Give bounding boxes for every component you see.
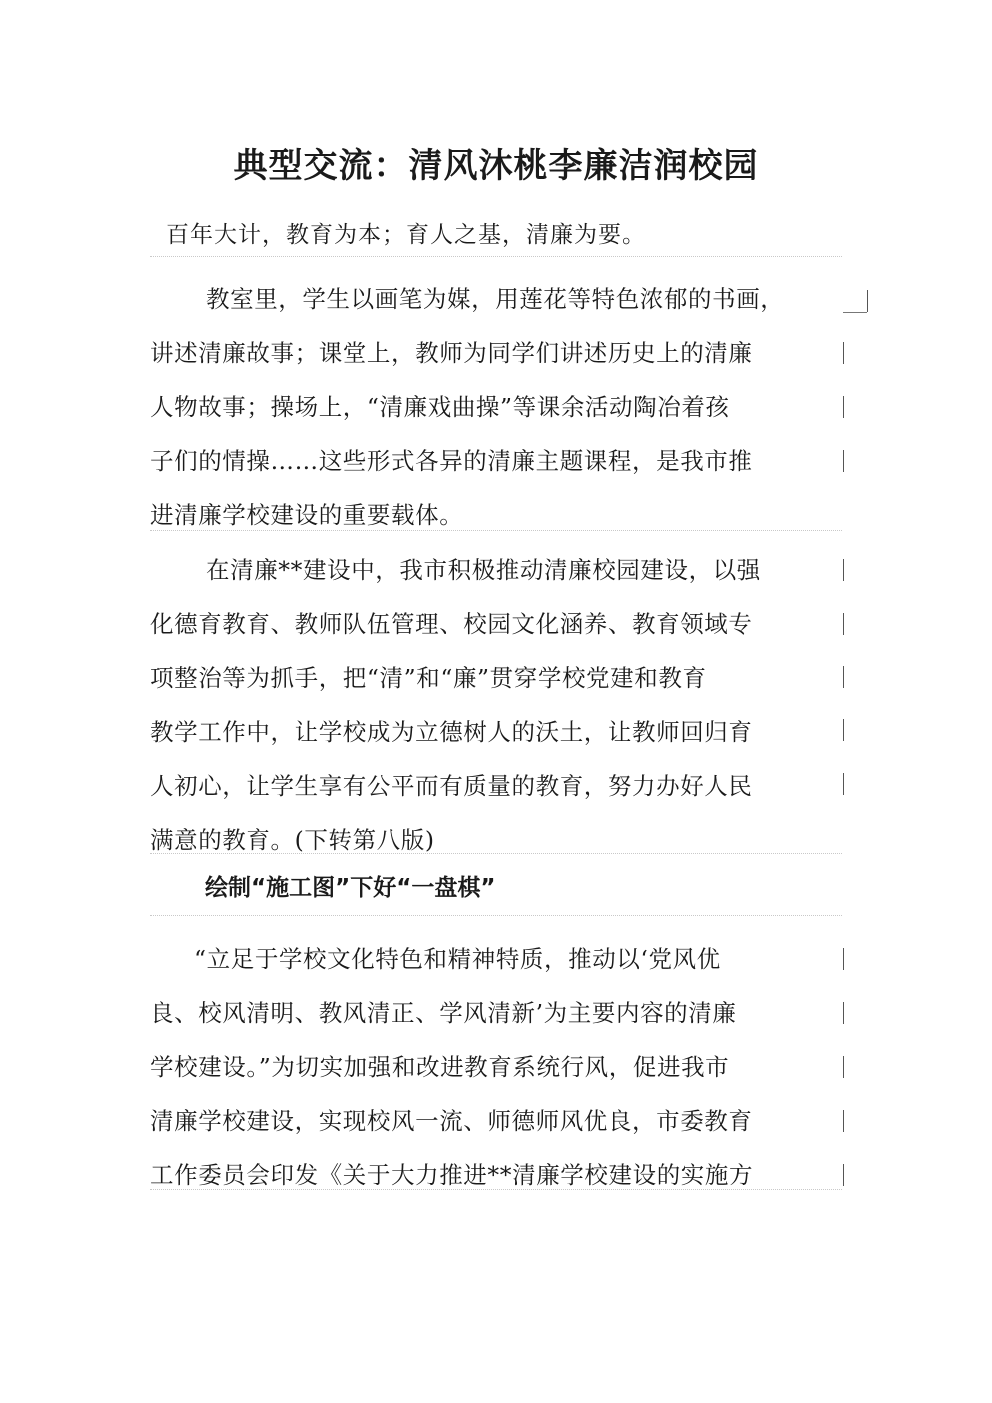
paragraph-line: 良、校风清明、教风清正、学风清新’为主要内容的清廉 <box>150 999 737 1027</box>
margin-marker <box>843 719 844 741</box>
margin-tick-mark <box>843 312 867 313</box>
paragraph-line: 教室里，学生以画笔为媒，用莲花等特色浓郁的书画， <box>206 285 785 313</box>
margin-marker <box>843 1056 844 1078</box>
paragraph-3 <box>150 932 840 1202</box>
margin-marker <box>843 948 844 970</box>
separator-line <box>150 1189 842 1190</box>
margin-marker <box>843 559 844 581</box>
paragraph-line: 满意的教育。(下转第八版) <box>150 826 435 854</box>
document-title: 典型交流：清风沐桃李廉洁润校园 <box>233 146 759 186</box>
paragraph-line: 项整治等为抓手，把“清”和“廉”贯穿学校党建和教育 <box>150 664 707 692</box>
margin-marker <box>843 613 844 635</box>
margin-marker <box>843 396 844 418</box>
paragraph-line: 清廉学校建设，实现校风一流、师德师风优良，市委教育 <box>150 1107 753 1135</box>
paragraph-line: 化德育教育、教师队伍管理、校园文化涵养、教育领域专 <box>150 610 753 638</box>
margin-marker <box>867 290 868 312</box>
document-subtitle: 百年大计，教育为本；育人之基，清廉为要。 <box>166 222 646 248</box>
paragraph-line: 学校建设。”为切实加强和改进教育系统行风，促进我市 <box>150 1053 730 1081</box>
margin-marker <box>843 1110 844 1132</box>
margin-marker <box>843 666 844 688</box>
separator-line <box>150 853 842 854</box>
paragraph-line: 进清廉学校建设的重要载体。 <box>150 501 464 529</box>
separator-line <box>150 915 842 916</box>
margin-marker <box>843 1164 844 1186</box>
paragraph-line: 在清廉**建设中，我市积极推动清廉校园建设，以强 <box>206 556 761 584</box>
margin-marker <box>843 1002 844 1024</box>
margin-marker <box>843 342 844 364</box>
margin-marker <box>843 773 844 795</box>
section-heading: 绘制“施工图”下好“一盘棋” <box>205 875 496 901</box>
paragraph-line: 子们的情操……这些形式各异的清廉主题课程，是我市推 <box>150 447 753 475</box>
paragraph-line: 教学工作中，让学校成为立德树人的沃土，让教师回归育 <box>150 718 753 746</box>
paragraph-line: “立足于学校文化特色和精神特质，推动以‘党风优 <box>194 945 721 973</box>
separator-line <box>150 256 842 257</box>
paragraph-line: 工作委员会印发《关于大力推进**清廉学校建设的实施方 <box>150 1161 754 1189</box>
paragraph-line: 讲述清廉故事；课堂上，教师为同学们讲述历史上的清廉 <box>150 339 753 367</box>
paragraph-2 <box>150 543 840 867</box>
paragraph-1 <box>150 272 840 542</box>
separator-line <box>150 530 842 531</box>
paragraph-line: 人初心，让学生享有公平而有质量的教育，努力办好人民 <box>150 772 753 800</box>
margin-marker <box>843 450 844 472</box>
paragraph-line: 人物故事；操场上，“清廉戏曲操”等课余活动陶冶着孩 <box>150 393 730 421</box>
